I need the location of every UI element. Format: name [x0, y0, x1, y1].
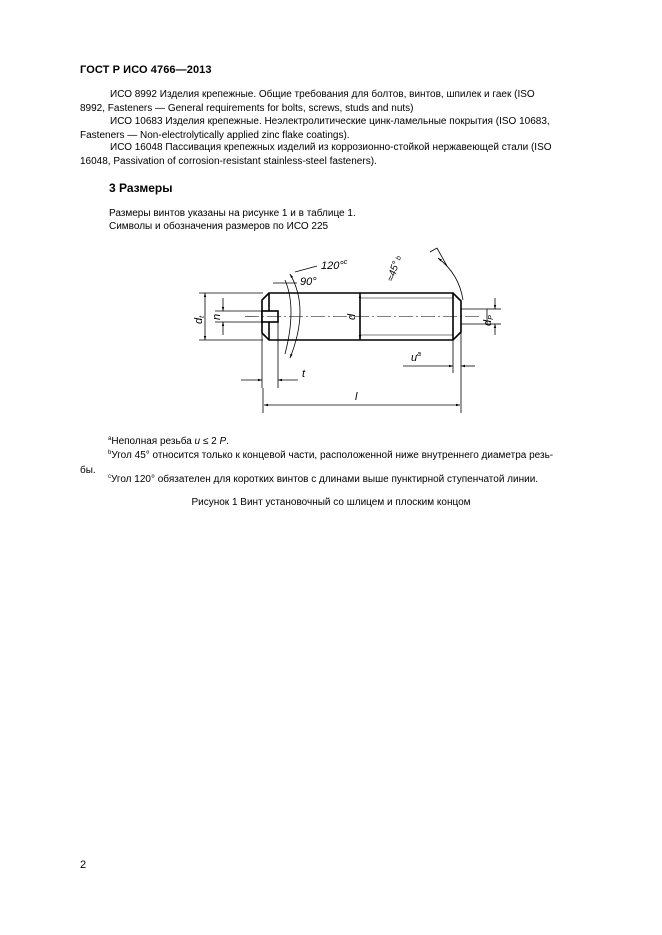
footnote-text: . — [226, 436, 229, 447]
set-screw-drawing — [185, 238, 515, 418]
dimension-lines — [199, 248, 501, 413]
angle-120-label: 120°$^c$ — [321, 259, 348, 272]
page-number: 2 — [80, 859, 87, 871]
section-paragraph: Размеры винтов указаны на рисунке 1 и в таблице 1. — [109, 208, 356, 219]
figure-caption: Рисунок 1 Винт установочный со шлицем и плоским концом — [191, 497, 471, 508]
reference-line: ИСО 10683 Изделия крепежные. Неэлектролитические цинк-ламельные покрытия (ISO 10683, — [110, 116, 550, 127]
reference-line: 16048, Passivation of corrosion-resistant stainless-steel fasteners). — [80, 155, 377, 167]
section-paragraph: Символы и обозначения размеров по ИСО 225 — [109, 221, 329, 232]
dim-l-label: l — [355, 391, 358, 403]
footnote-text: Угол 45° относится только к концевой части, расположенной ниже внутреннего диаметра резь- — [111, 450, 554, 461]
footnote-line: бы. — [80, 465, 96, 476]
reference-line: ИСО 16048 Пассивация крепежных изделий из коррозионно-стойкой нержавеющей стали (ISO — [110, 142, 552, 153]
footnote-c — [80, 470, 610, 487]
document-code: ГОСТ Р ИСО 4766—2013 — [80, 64, 212, 76]
footnote-variable: u — [194, 436, 201, 447]
footnote-mark: c — [108, 474, 111, 480]
footnote-mark: a — [108, 436, 112, 442]
footnote-line — [80, 470, 610, 487]
footnote-text: ≤ 2 — [200, 436, 220, 447]
footnote-line — [80, 446, 610, 463]
section-title: 3 Размеры — [109, 181, 173, 195]
dim-d-label: d — [346, 313, 358, 320]
reference-iso-10683 — [80, 115, 614, 142]
dim-n-label: n — [211, 313, 223, 320]
dim-dt-label: dt — [193, 315, 206, 324]
footnote-text: Угол 120° обязателен для коротких винтов с длинами выше пунктирной ступенчатой линии. — [111, 474, 539, 485]
dim-dp-label: dP — [482, 315, 495, 326]
footnote-text: Неполная резьба — [111, 436, 195, 447]
footnote-variable: P — [219, 436, 227, 447]
reference-iso-8992 — [80, 88, 614, 115]
angle-90-label: 90° — [300, 276, 317, 288]
reference-line: 8992, Fasteners — General requirements for bolts, screws, studs and nuts) — [80, 102, 414, 114]
angle-45-label: ≈45°b — [385, 255, 404, 283]
dim-t-label: t — [302, 368, 306, 380]
reference-iso-16048 — [80, 141, 614, 168]
reference-line: Fasteners — Non-electrolytically applied zinc flake coatings). — [80, 129, 350, 141]
reference-line: ИСО 8992 Изделия крепежные. Общие требования для болтов, винтов, шпилек и гаек (ISO — [110, 89, 535, 100]
dimension-labels — [193, 254, 495, 403]
dim-u-label: $u^a$ — [411, 351, 422, 364]
footnote-mark: b — [108, 450, 112, 456]
